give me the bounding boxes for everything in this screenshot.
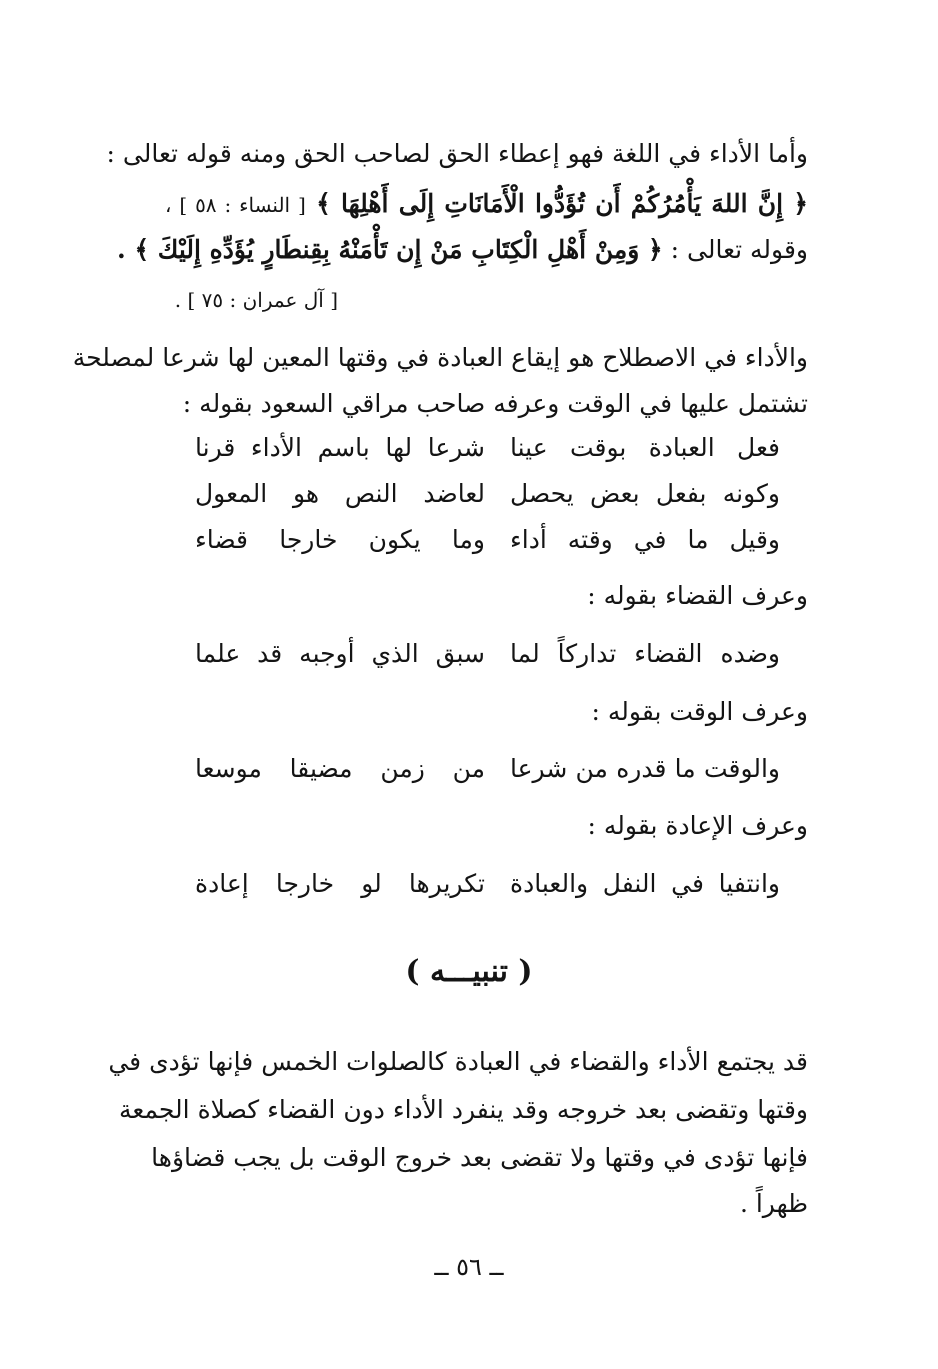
poem-hemistich-first: وضده القضاء تداركاً لما (510, 639, 780, 668)
paragraph-3-line-4: ظهراً . (739, 1189, 808, 1218)
poem-hemistich-first: وكونه بفعل بعض يحصل (510, 479, 780, 508)
paragraph-1-line-1: وأما الأداء في اللغة فهو إعطاء الحق لصاحب الحق ومنه قوله تعالى : (106, 139, 808, 168)
section-heading: ( تنبيـــه ) (405, 954, 533, 989)
paragraph-2-line-1: والأداء في الاصطلاح هو إيقاع العبادة في وقتها المعين لها شرعا لمصلحة (72, 343, 808, 372)
poem-verse (195, 634, 780, 674)
quran-verse-nisa (165, 186, 808, 223)
poem-hemistich-first: والوقت ما قدره من شرعا (510, 754, 780, 783)
quran-verse-al-imran: ﴿ وَمِنْ أَهْلِ الْكِتَابِ مَنْ إِن تَأْمَنْهُ بِقِنطَارٍ يُؤَدِّهِ إِلَيْكَ ﴾ . (117, 235, 663, 264)
reference-al-imran: [ آل عمران : ٧٥ ] . (174, 288, 338, 312)
poem-verse (195, 520, 780, 560)
intro-qada: وعرف القضاء بقوله : (587, 581, 808, 610)
poem-hemistich-second: من زمن مضيقا موسعا (195, 754, 485, 783)
quote-intro: وقوله تعالى : (670, 235, 808, 264)
paragraph-3-line-1: قد يجتمع الأداء والقضاء في العبادة كالصلوات الخمس فإنها تؤدى في (108, 1047, 808, 1076)
paragraph-1-line-3 (117, 232, 808, 268)
poem-verse (195, 864, 780, 904)
intro-waqt: وعرف الوقت بقوله : (591, 697, 808, 726)
poem-verse (195, 428, 780, 468)
poem-hemistich-second: وما يكون خارجا قضاء (195, 525, 485, 554)
poem-hemistich-first: فعل العبادة بوقت عينا (510, 433, 780, 462)
intro-iada: وعرف الإعادة بقوله : (587, 811, 808, 840)
paragraph-3-line-2: وقتها وتقضى بعد خروجه وقد ينفرد الأداء دون القضاء كصلاة الجمعة (119, 1095, 808, 1124)
paragraph-3-line-3: فإنها تؤدى في وقتها ولا تقضى بعد خروج الوقت بل يجب قضاؤها (151, 1143, 808, 1172)
poem-verse (195, 749, 780, 789)
poem-verse (195, 474, 780, 514)
page-number: ــ ٥٦ ــ (434, 1253, 504, 1281)
paragraph-2-line-2: تشتمل عليها في الوقت وعرفه صاحب مراقي السعود بقوله : (182, 389, 808, 418)
reference-nisa: [ النساء : ٥٨ ] ، (165, 193, 306, 217)
poem-hemistich-second: تكريرها لو خارجا إعادة (195, 869, 485, 898)
poem-hemistich-first: وانتفيا في النفل والعبادة (510, 869, 780, 898)
poem-hemistich-first: وقيل ما في وقته أداء (510, 525, 780, 554)
quran-verse-nisa-text: ﴿ إِنَّ اللهَ يَأْمُرُكُمْ أَن تُؤَدُّوا الْأَمَانَاتِ إِلَى أَهْلِهَا ﴾ (316, 189, 808, 218)
poem-hemistich-second: شرعا لها باسم الأداء قرنا (195, 433, 485, 462)
poem-hemistich-second: سبق الذي أوجبه قد علما (195, 639, 485, 668)
poem-hemistich-second: لعاضد النص هو المعول (195, 479, 485, 508)
